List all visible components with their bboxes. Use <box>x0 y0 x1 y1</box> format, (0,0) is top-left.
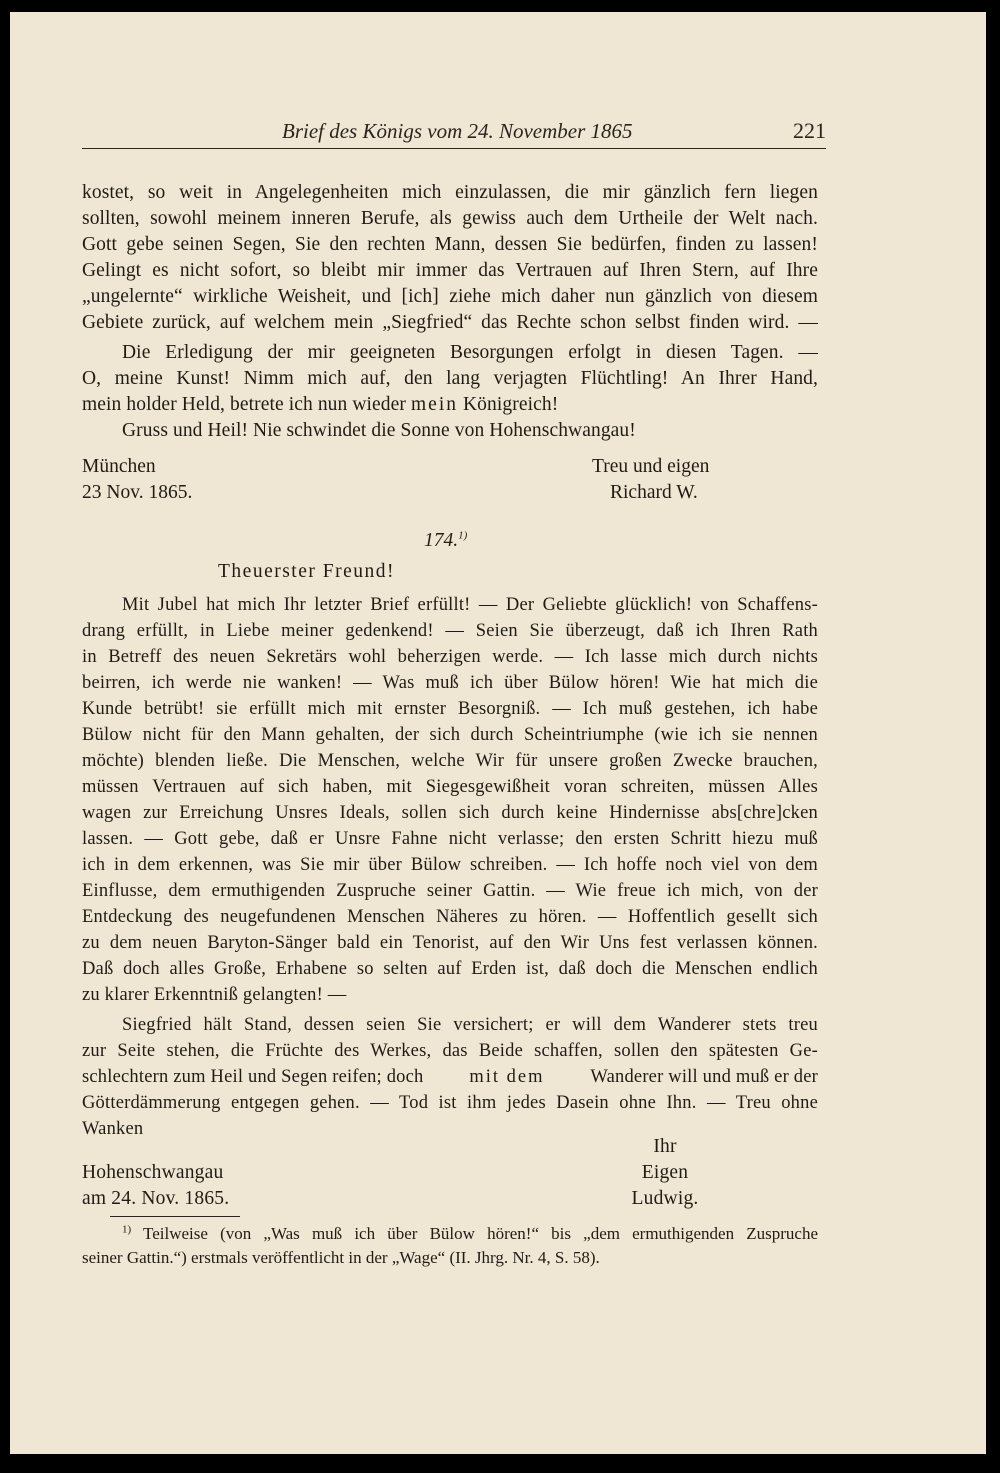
text-line <box>82 1064 818 1090</box>
text-span: schlechtern zum Heil und Segen reifen; doch <box>82 1067 424 1087</box>
text-line: Kunde betrübt! sie erfüllt mich mit ernster Besorgniß. — Ich muß gestehen, ich habe <box>82 699 818 719</box>
text-line: Gott gebe seinen Segen, Sie den rechten Mann, dessen Sie bedürfen, finden zu lassen! <box>82 234 818 255</box>
text-line: zu dem neuen Baryton-Sänger bald ein Tenorist, auf den Wir Uns fest verlassen können. <box>82 933 818 953</box>
emphasis-spaced: mit dem <box>469 1067 545 1087</box>
text-span: Königreich! <box>462 394 559 415</box>
footnote-divider <box>110 1216 240 1217</box>
footnote-marker: 1) <box>122 1223 132 1236</box>
text-line: Daß doch alles Große, Erhabene so selten auf Erden ist, daß doch die Menschen endlich <box>82 959 818 979</box>
signature: Richard W. <box>610 482 698 503</box>
letter-number <box>424 528 467 554</box>
text-line: Götterdämmerung entgegen gehen. — Tod ist ihm jedes Dasein ohne Ihn. — Treu ohne <box>82 1093 818 1113</box>
footnote-line: seiner Gattin.“) erstmals veröffentlicht in der „Wage“ (II. Jhrg. Nr. 4, S. 58). <box>82 1248 600 1267</box>
text-line: beirren, ich werde nie wanken! — Was muß ich über Bülow hören! Wie hat mich die <box>82 673 818 693</box>
date-line: 23 Nov. 1865. <box>82 482 193 503</box>
closing-line: Eigen <box>641 1162 689 1183</box>
footnote-text: Teilweise (von „Was muß ich über Bülow hören!“ bis „dem ermuthigenden Zuspruche <box>143 1224 818 1243</box>
closing-line: Treu und eigen <box>592 456 710 477</box>
greeting-line: Gruss und Heil! Nie schwindet die Sonne von Hohenschwangau! <box>122 420 636 441</box>
text-line: Entdeckung des neugefundenen Menschen Näheres zu hören. — Hoffentlich gesellt sich <box>82 907 818 927</box>
text-span: mein holder Held, betrete ich nun wieder <box>82 394 407 415</box>
text-line: Gelingt es nicht sofort, so bleibt mir immer das Vertrauen auf Ihren Stern, auf Ihre <box>82 260 818 281</box>
text-line: wagen zur Erreichung Unsres Ideals, sollen sich durch keine Hindernisse abs[chre]cken <box>82 803 818 823</box>
text-line: müssen Vertrauen auf sich haben, mit Siegesgewißheit voran schreiten, müssen Alles <box>82 777 818 797</box>
signature: Ludwig. <box>631 1188 699 1209</box>
text-line: zur Seite stehen, die Früchte des Werkes, das Beide schaffen, sollen den spätesten Ge- <box>82 1041 818 1061</box>
date-line: am 24. Nov. 1865. <box>82 1188 230 1209</box>
text-span: Wanderer will und muß er der <box>590 1067 818 1087</box>
place-line: Hohenschwangau <box>82 1162 224 1183</box>
text-line: in Betreff des neuen Sekretärs wohl beherzigen werde. — Ich lasse mich durch nichts <box>82 647 818 667</box>
page-number: 221 <box>793 118 826 143</box>
closing-line: Ihr <box>653 1136 677 1157</box>
book-page <box>10 12 986 1454</box>
text-line: Mit Jubel hat mich Ihr letzter Brief erfüllt! — Der Geliebte glücklich! von Schaffens- <box>122 595 818 615</box>
text-line: Wanken <box>82 1119 144 1139</box>
text-line: ich in dem erkennen, was Sie mir über Bülow schreiben. — Ich hoffe noch viel von dem <box>82 855 818 875</box>
running-header <box>82 112 826 149</box>
place-line: München <box>82 456 156 477</box>
text-line: O, meine Kunst! Nimm mich auf, den lang verjagten Flüchtling! An Ihrer Hand, <box>82 368 818 389</box>
header-title: Brief des Königs vom 24. November 1865 <box>282 119 633 143</box>
text-line: zu klarer Erkenntniß gelangten! — <box>82 985 347 1005</box>
text-line: Gebiete zurück, auf welchem mein „Siegfried“ das Rechte schon selbst finden wird. — <box>82 312 818 333</box>
letter-number-text: 174. <box>424 530 459 551</box>
text-line: Siegfried hält Stand, dessen seien Sie versichert; er will dem Wanderer stets treu <box>122 1015 818 1035</box>
text-line: Bülow nicht für den Mann gehalten, der sich durch Scheintriumphe (wie ich sie nennen <box>82 725 818 745</box>
footnote-line <box>122 1222 818 1246</box>
text-line: lassen. — Gott gebe, daß er Unsre Fahne nicht verlasse; den ersten Schritt hiezu muß <box>82 829 818 849</box>
salutation: Theuerster Freund! <box>218 561 395 582</box>
footnote-marker: 1) <box>458 529 468 542</box>
text-line: kostet, so weit in Angelegenheiten mich einzulassen, die mir gänzlich fern liegen <box>82 182 818 203</box>
text-line: drang erfüllt, in Liebe meiner gedenkend! — Seien Sie überzeugt, daß ich Ihren Rath <box>82 621 818 641</box>
emphasis-spaced: mein <box>411 394 458 415</box>
text-line: Einflusse, dem ermuthigenden Zuspruche seiner Gattin. — Wie freue ich mich, von der <box>82 881 818 901</box>
text-line: sollten, sowohl meinem inneren Berufe, als gewiss auch dem Urtheile der Welt nach. <box>82 208 818 229</box>
text-line: Die Erledigung der mir geeigneten Besorgungen erfolgt in diesen Tagen. — <box>122 342 818 363</box>
text-line: „ungelernte“ wirkliche Weisheit, und [ich] ziehe mich daher nun gänzlich von diesem <box>82 286 818 307</box>
text-line: möchte) blenden ließe. Die Menschen, welche Wir für unsere großen Zwecke brauchen, <box>82 751 818 771</box>
text-line <box>82 392 818 418</box>
